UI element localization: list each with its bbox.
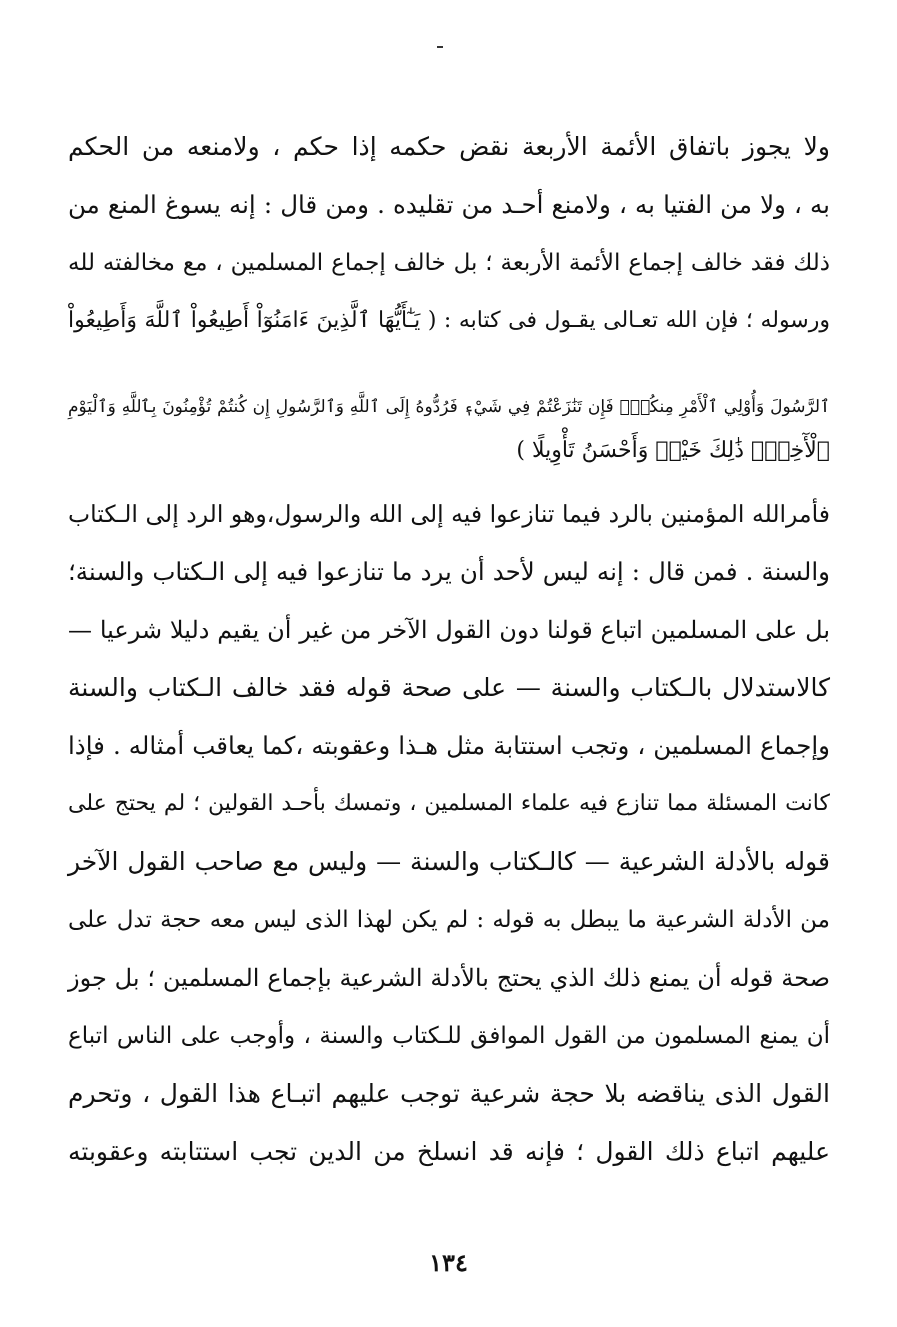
text-line: عليهم اتباع ذلك القول ؛ فإنه قد انسلخ من الدين تجب استتابته وعقوبته bbox=[68, 1137, 830, 1166]
top-mark bbox=[437, 46, 443, 48]
paragraph-1 bbox=[68, 118, 830, 350]
text-line: صحة قوله أن يمنع ذلك الذي يحتج بالأدلة الشرعية بإجماع المسلمين ؛ بل جوز bbox=[68, 964, 830, 992]
quran-line: ٱلْأٓخِرِۚ ذَٰلِكَ خَيْرٞ وَأَحْسَنُ تَأْوِيلًا ) bbox=[516, 438, 830, 463]
page-number: ١٣٤ bbox=[429, 1248, 468, 1277]
text-line: والسنة . فمن قال : إنه ليس لأحد أن يرد ما تنازعوا فيه إلى الـكتاب والسنة؛ bbox=[68, 557, 830, 586]
paragraph-2 bbox=[68, 485, 830, 1181]
quran-verse bbox=[68, 385, 830, 473]
text-line: ورسوله ؛ فإن الله تعـالى يقـول فى كتابه : ( يَـٰٓأَيُّهَا ٱلَّذِينَ ءَامَنُوٓاْ أَطِيعُواْ ٱللَّهَ وَأَطِيعُواْ bbox=[68, 308, 830, 333]
text-line: بل على المسلمين اتباع قولنا دون القول الآخر من غير أن يقيم دليلا شرعيا — bbox=[68, 616, 830, 644]
text-line: من الأدلة الشرعية ما يبطل به قوله : لم يكن لهذا الذى ليس معه حجة تدل على bbox=[68, 907, 830, 933]
text-line: كالاستدلال بالـكتاب والسنة — على صحة قوله فقد خالف الـكتاب والسنة bbox=[68, 673, 830, 702]
text-line: كانت المسئلة مما تنازع فيه علماء المسلمين ، وتمسك بأحـد القولين ؛ لم يحتج على bbox=[68, 791, 830, 816]
text-line: قوله بالأدلة الشرعية — كالـكتاب والسنة — وليس مع صاحب القول الآخر bbox=[68, 847, 830, 876]
text-line: القول الذى يناقضه بلا حجة شرعية توجب عليهم اتبـاع هذا القول ، وتحرم bbox=[68, 1079, 830, 1108]
text-line: فأمرالله المؤمنين بالرد فيما تنازعوا فيه إلى الله والرسول،وهو الرد إلى الـكتاب bbox=[68, 500, 830, 528]
text-line: به ، ولا من الفتيا به ، ولامنع أحـد من تقليده . ومن قال : إنه يسوغ المنع من bbox=[68, 190, 830, 219]
text-line: وإجماع المسلمين ، وتجب استتابة مثل هـذا وعقوبته ،كما يعاقب أمثاله . فإذا bbox=[68, 731, 830, 760]
text-line: أن يمنع المسلمون من القول الموافق للـكتاب والسنة ، وأوجب على الناس اتباع bbox=[68, 1023, 830, 1049]
quran-line: ٱلرَّسُولَ وَأُوْلِي ٱلْأَمْرِ مِنكُمْۖ فَإِن تَنَٰزَعْتُمْ فِي شَيْءٖ فَرُدُّوهُ إِلَى ٱللَّهِ وَٱلرَّسُولِ إِن كُنتُمْ تُؤْمِنُونَ بِٱللَّهِ وَٱلْيَوْمِ bbox=[68, 397, 830, 417]
text-line: ذلك فقد خالف إجماع الأئمة الأربعة ؛ بل خالف إجماع المسلمين ، مع مخالفته لله bbox=[68, 250, 830, 276]
text-line: ولا يجوز باتفاق الأئمة الأربعة نقض حكمه إذا حكم ، ولامنعه من الحكم bbox=[68, 132, 830, 161]
